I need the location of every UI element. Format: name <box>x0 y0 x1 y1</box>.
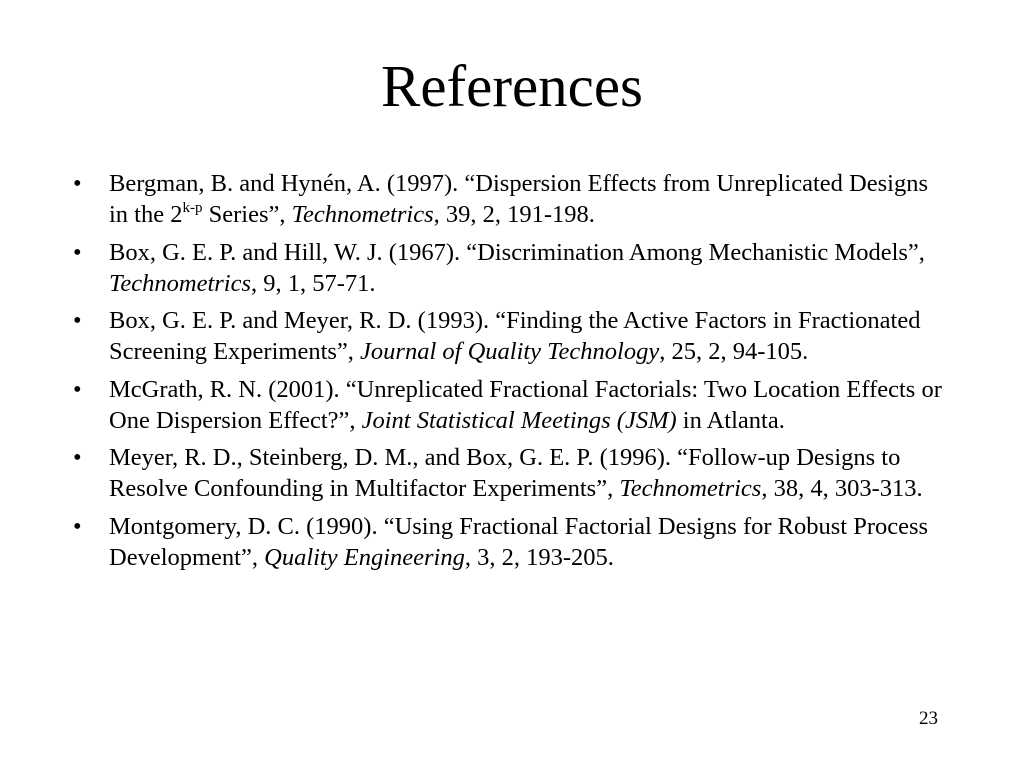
bullet-icon: • <box>73 170 82 197</box>
reference-text <box>109 170 928 228</box>
superscript-exponent: k-p <box>182 200 203 216</box>
reference-list <box>0 168 1024 579</box>
reference-item <box>0 442 944 504</box>
journal-name: Technometrics <box>619 475 762 502</box>
reference-citation: Box, G. E. P. and Hill, W. J. (1967). “Discrimination Among Mechanistic Models”, <box>109 238 925 266</box>
journal-name: Quality Engineering <box>264 543 465 571</box>
reference-item <box>0 305 944 367</box>
reference-citation: Montgomery, D. C. (1990). “Using Fractional Factorial Designs for Robust Process Development”, <box>109 512 929 571</box>
page-number: 23 <box>919 708 938 729</box>
reference-citation: McGrath, R. N. (2001). “Unreplicated Fractional Factorials: Two Location Effects or One Dispersion Effect?”, <box>109 375 942 434</box>
bullet-icon: • <box>73 375 82 403</box>
reference-details: in Atlanta. <box>676 406 785 434</box>
reference-item <box>0 168 944 230</box>
journal-name: Journal of Quality Technology <box>360 338 660 365</box>
journal-name: Joint Statistical Meetings (JSM) <box>361 406 677 434</box>
bullet-icon: • <box>73 307 82 334</box>
reference-citation: Meyer, R. D., Steinberg, D. M., and Box, G. E. P. (1996). “Follow-up Designs to Resolve Confounding in Multifactor Experiments”, <box>109 444 901 502</box>
reference-text <box>109 239 925 297</box>
reference-citation: Bergman, B. and Hynén, A. (1997). “Dispersion Effects from Unreplicated Designs in the 2 <box>109 170 928 228</box>
reference-text <box>109 444 923 502</box>
bullet-icon: • <box>73 444 82 471</box>
reference-text <box>109 513 928 571</box>
reference-text <box>109 376 942 434</box>
reference-citation-cont: Series”, <box>202 201 292 228</box>
bullet-icon: • <box>73 512 82 540</box>
reference-details: , 3, 2, 193-205. <box>464 543 614 571</box>
reference-details: , 39, 2, 191-198. <box>433 201 595 228</box>
journal-name: Technometrics <box>291 201 434 228</box>
reference-item <box>0 237 944 299</box>
bullet-icon: • <box>73 238 82 266</box>
reference-details: , 9, 1, 57-71. <box>251 269 376 297</box>
reference-citation: Box, G. E. P. and Meyer, R. D. (1993). “Finding the Active Factors in Fractionated Screening Experiments”, <box>109 307 921 365</box>
reference-text <box>109 307 920 365</box>
journal-name: Technometrics <box>109 269 251 297</box>
slide-title: References <box>380 53 644 119</box>
reference-details: , 38, 4, 303-313. <box>761 475 923 502</box>
reference-item <box>0 374 944 436</box>
reference-item <box>0 511 944 573</box>
reference-details: , 25, 2, 94-105. <box>659 338 809 365</box>
